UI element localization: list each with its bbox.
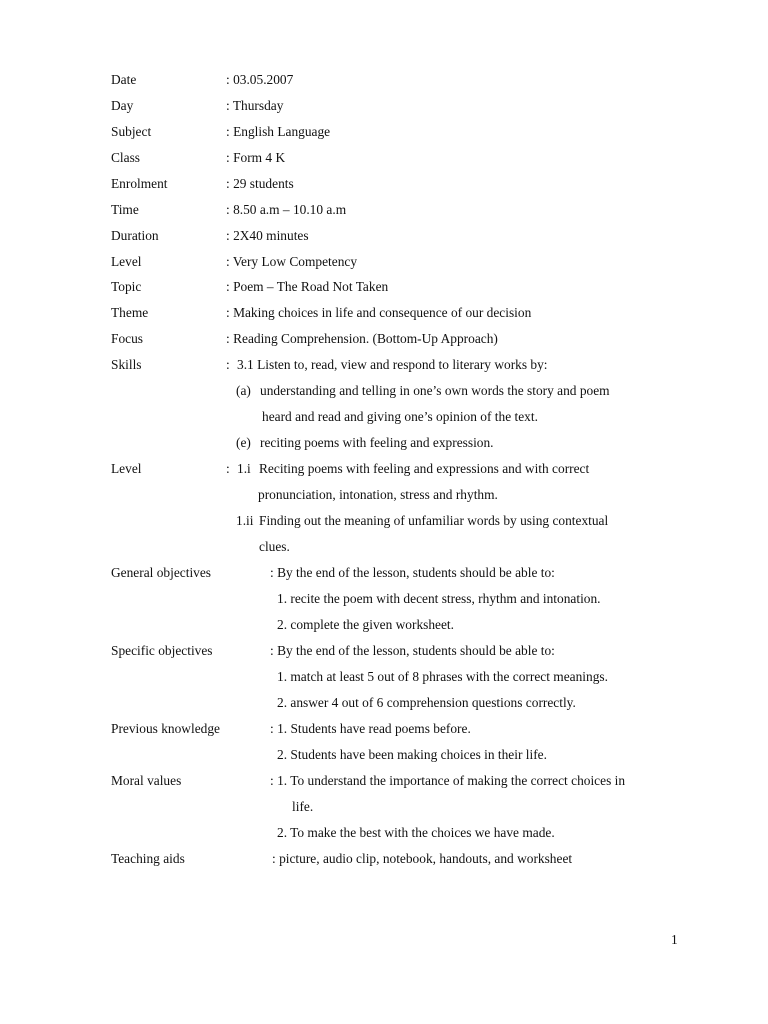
label-enrolment: Enrolment bbox=[111, 176, 168, 191]
row-skills bbox=[0, 355, 768, 375]
label-focus: Focus bbox=[111, 331, 143, 346]
label-moral-values: Moral values bbox=[111, 773, 182, 788]
moral-value-1: : 1. To understand the importance of making the correct choices in bbox=[270, 773, 626, 788]
value-duration: : 2X40 minutes bbox=[226, 228, 309, 243]
label-specific-objectives: Specific objectives bbox=[111, 643, 213, 658]
level-item-1ii-marker: 1.ii bbox=[236, 513, 254, 528]
label-level-2: Level bbox=[111, 461, 142, 476]
specific-objective-1 bbox=[0, 667, 768, 687]
previous-knowledge-1: : 1. Students have read poems before. bbox=[270, 721, 471, 736]
skills-item-a-cont: heard and read and giving one’s opinion of the text. bbox=[262, 409, 538, 424]
row-date bbox=[0, 70, 768, 90]
level-item-1ii-cont: clues. bbox=[259, 539, 290, 554]
page-number: 1 bbox=[671, 932, 678, 947]
specific-objectives-intro: : By the end of the lesson, students should be able to: bbox=[270, 643, 555, 658]
label-level: Level bbox=[111, 254, 142, 269]
skills-item-e bbox=[0, 433, 768, 453]
row-previous-knowledge bbox=[0, 719, 768, 739]
row-theme bbox=[0, 303, 768, 323]
row-general-objectives bbox=[0, 563, 768, 583]
specific-objective-2-text: 2. answer 4 out of 6 comprehension questions correctly. bbox=[277, 695, 576, 710]
level-2-colon: : bbox=[226, 461, 230, 476]
row-teaching-aids bbox=[0, 849, 768, 869]
label-general-objectives: General objectives bbox=[111, 565, 212, 580]
specific-objective-2 bbox=[0, 693, 768, 713]
general-objective-1 bbox=[0, 589, 768, 609]
label-teaching-aids: Teaching aids bbox=[111, 851, 185, 866]
skills-head: 3.1 Listen to, read, view and respond to literary works by: bbox=[237, 357, 548, 372]
row-subject bbox=[0, 122, 768, 142]
label-topic: Topic bbox=[111, 279, 142, 294]
label-class: Class bbox=[111, 150, 141, 165]
general-objectives-intro: : By the end of the lesson, students should be able to: bbox=[270, 565, 555, 580]
level-item-1i-cont-row bbox=[0, 485, 768, 505]
row-level-2 bbox=[0, 459, 768, 479]
previous-knowledge-2: 2. Students have been making choices in their life. bbox=[277, 747, 547, 762]
value-theme: : Making choices in life and consequence of our decision bbox=[226, 305, 532, 320]
level-item-1i-cont: pronunciation, intonation, stress and rhythm. bbox=[258, 487, 498, 502]
value-enrolment: : 29 students bbox=[226, 176, 294, 191]
row-specific-objectives bbox=[0, 641, 768, 661]
moral-value-2: 2. To make the best with the choices we have made. bbox=[277, 825, 555, 840]
value-subject: : English Language bbox=[226, 124, 331, 139]
label-day: Day bbox=[111, 98, 134, 113]
value-topic: : Poem – The Road Not Taken bbox=[226, 279, 389, 294]
skills-item-e-marker: (e) bbox=[236, 435, 251, 450]
skills-item-a bbox=[0, 381, 768, 401]
level-item-1ii bbox=[0, 511, 768, 531]
skills-colon: : bbox=[226, 357, 230, 372]
row-time bbox=[0, 200, 768, 220]
specific-objective-1-text: 1. match at least 5 out of 8 phrases with the correct meanings. bbox=[277, 669, 608, 684]
value-day: : Thursday bbox=[226, 98, 284, 113]
row-topic bbox=[0, 277, 768, 297]
label-time: Time bbox=[111, 202, 139, 217]
value-level: : Very Low Competency bbox=[226, 254, 358, 269]
label-skills: Skills bbox=[111, 357, 142, 372]
value-focus: : Reading Comprehension. (Bottom-Up Approach) bbox=[226, 331, 498, 346]
value-class: : Form 4 K bbox=[226, 150, 286, 165]
row-enrolment bbox=[0, 174, 768, 194]
general-objective-1-text: 1. recite the poem with decent stress, rhythm and intonation. bbox=[277, 591, 601, 606]
general-objective-2 bbox=[0, 615, 768, 635]
label-subject: Subject bbox=[111, 124, 152, 139]
level-item-1i-text: Reciting poems with feeling and expressions and with correct bbox=[259, 461, 590, 476]
level-item-1ii-cont-row bbox=[0, 537, 768, 557]
label-theme: Theme bbox=[111, 305, 149, 320]
skills-item-a-marker: (a) bbox=[236, 383, 251, 398]
level-item-1i-marker: 1.i bbox=[237, 461, 251, 476]
moral-value-1-cont: life. bbox=[292, 799, 314, 814]
label-duration: Duration bbox=[111, 228, 159, 243]
row-moral-values bbox=[0, 771, 768, 791]
row-level bbox=[0, 252, 768, 272]
row-class bbox=[0, 148, 768, 168]
skills-item-a-cont-row bbox=[0, 407, 768, 427]
skills-item-e-text: reciting poems with feeling and expression. bbox=[260, 435, 494, 450]
row-duration bbox=[0, 226, 768, 246]
label-date: Date bbox=[111, 72, 137, 87]
value-time: : 8.50 a.m – 10.10 a.m bbox=[226, 202, 347, 217]
skills-item-a-text: understanding and telling in one’s own words the story and poem bbox=[260, 383, 610, 398]
level-item-1ii-text: Finding out the meaning of unfamiliar words by using contextual bbox=[259, 513, 609, 528]
general-objective-2-text: 2. complete the given worksheet. bbox=[277, 617, 455, 632]
value-teaching-aids: : picture, audio clip, notebook, handouts, and worksheet bbox=[272, 851, 573, 866]
value-date: : 03.05.2007 bbox=[226, 72, 294, 87]
moral-value-1-cont-row bbox=[0, 797, 768, 817]
previous-knowledge-2-row bbox=[0, 745, 768, 765]
moral-value-2-row bbox=[0, 823, 768, 843]
label-previous-knowledge: Previous knowledge bbox=[111, 721, 220, 736]
row-focus bbox=[0, 329, 768, 349]
row-day bbox=[0, 96, 768, 116]
